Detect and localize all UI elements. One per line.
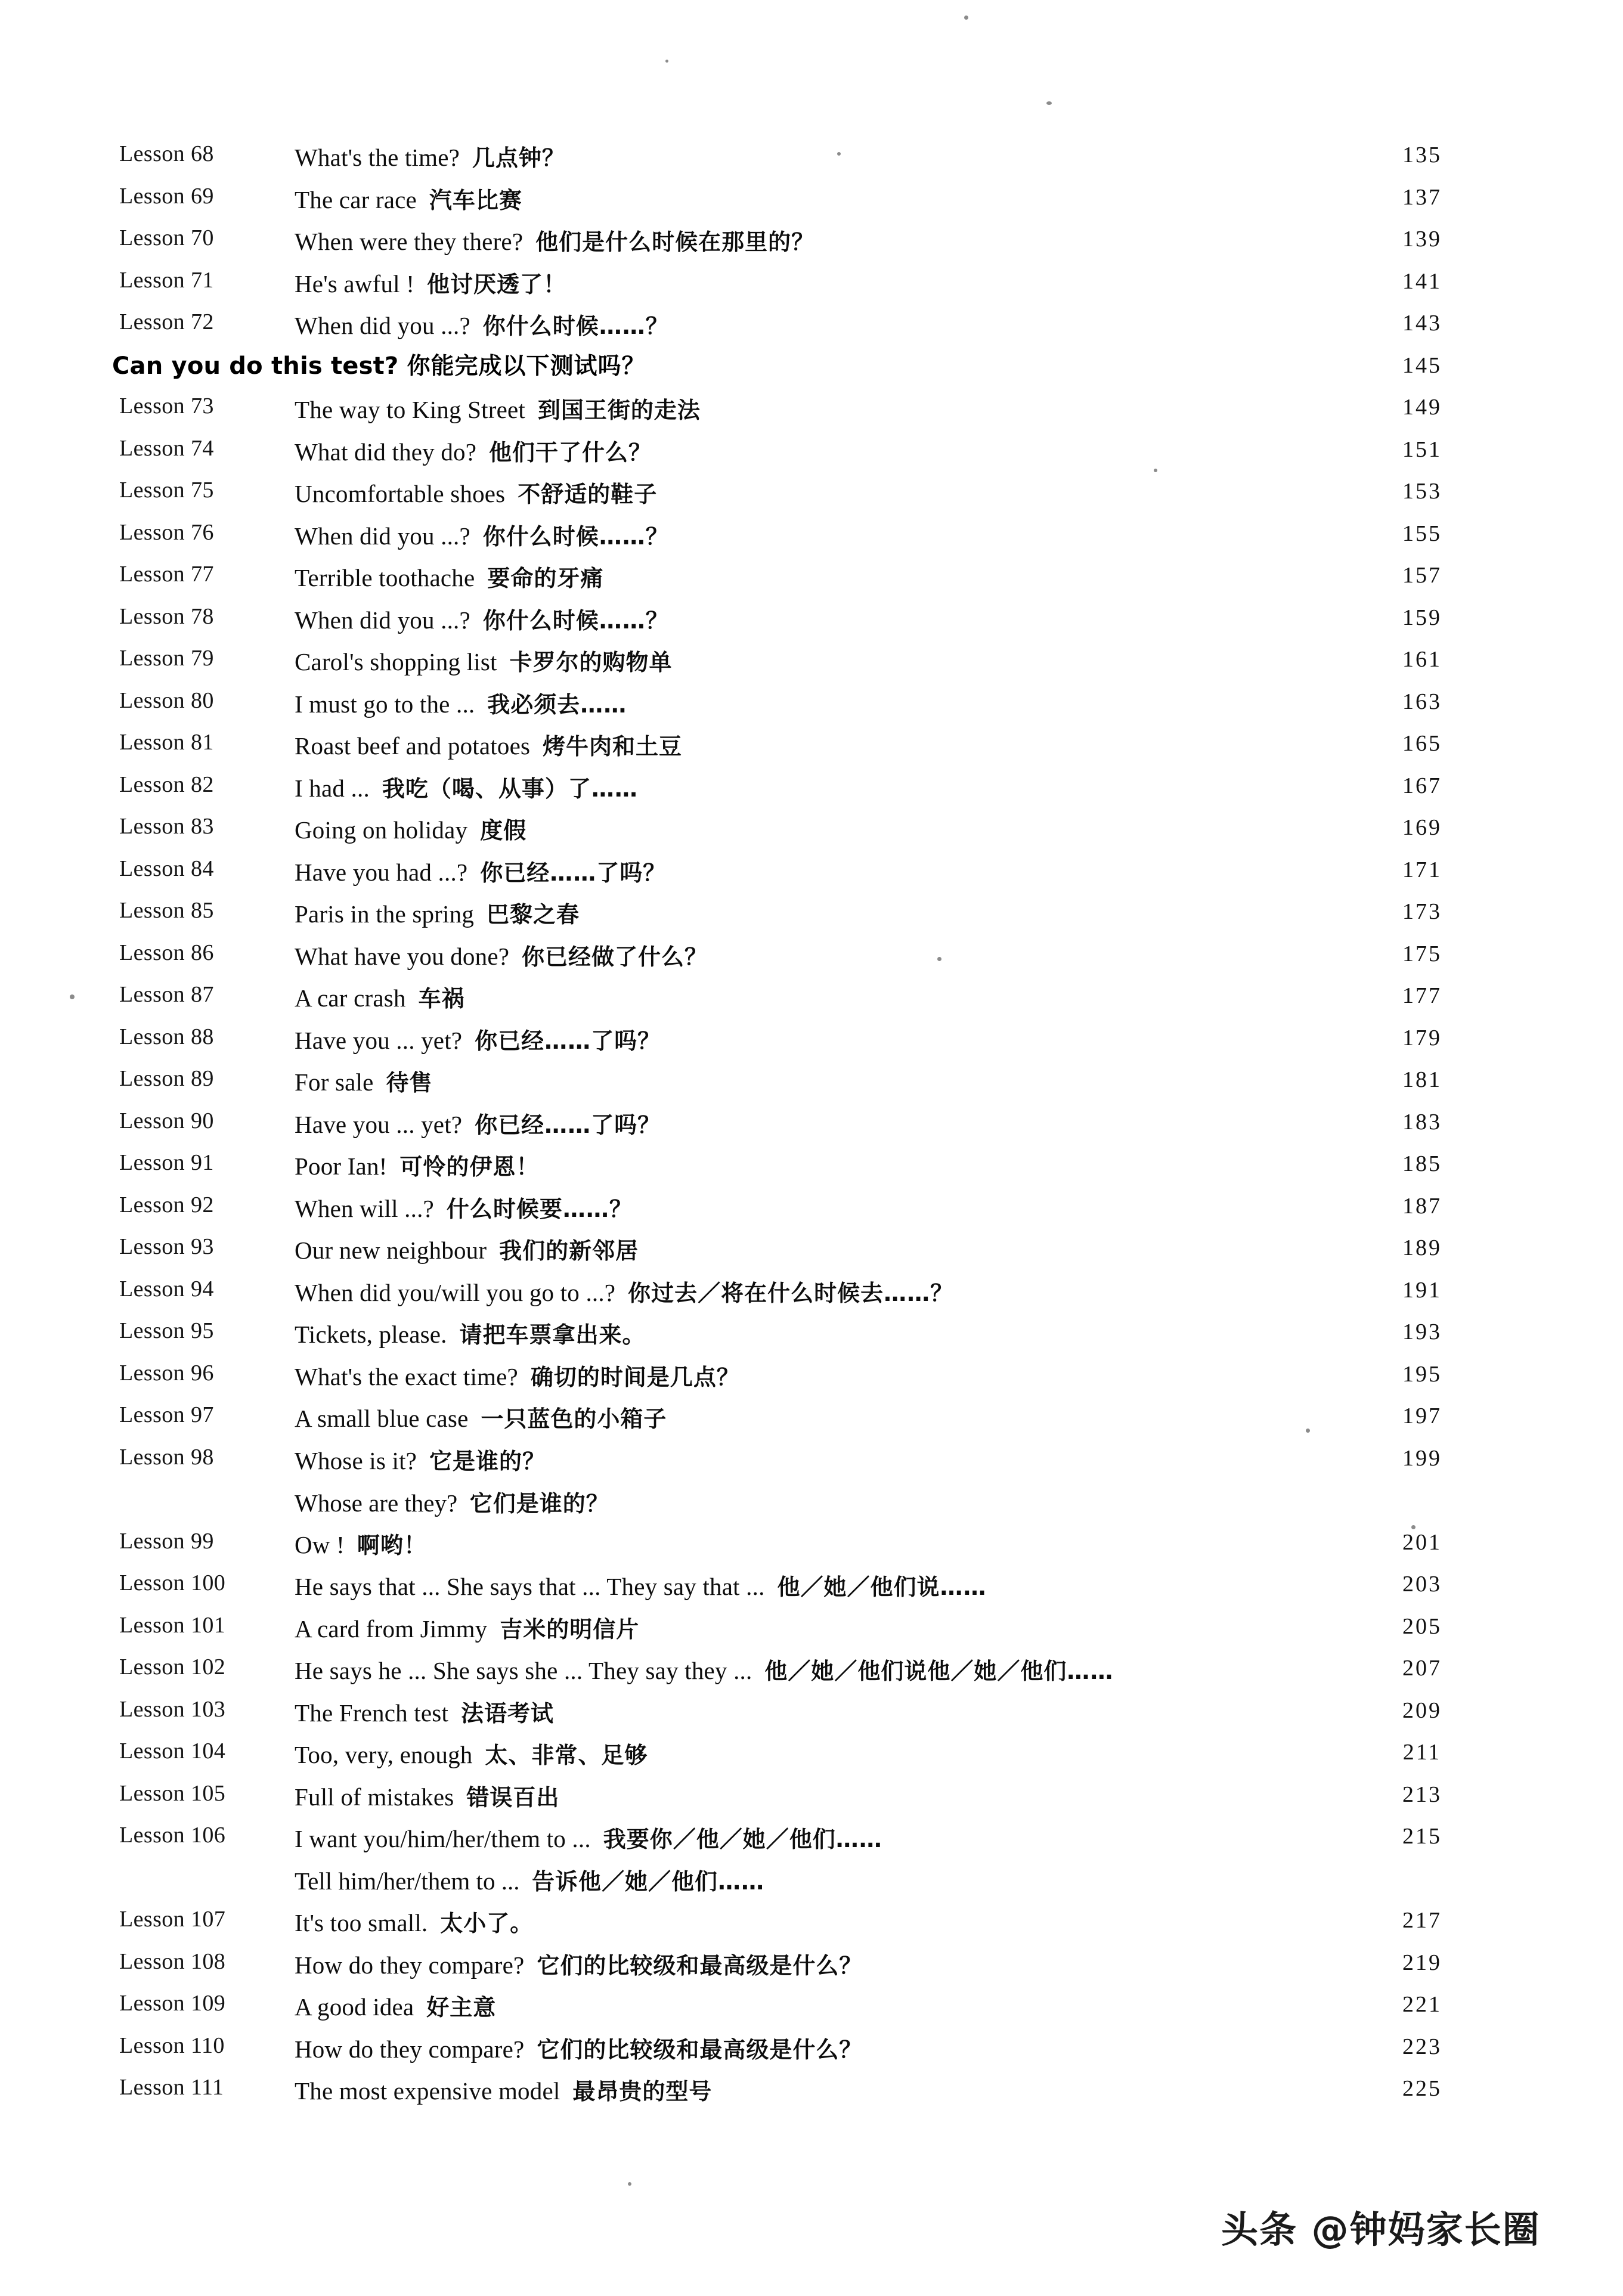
toc-row[interactable] — [0, 1189, 1623, 1232]
toc-row[interactable] — [0, 727, 1623, 769]
page-number: 153 — [1402, 479, 1442, 504]
toc-row[interactable] — [0, 2072, 1623, 2114]
lesson-title: The way to King Street 到国王街的走法 — [295, 396, 701, 423]
lesson-title: Full of mistakes 错误百出 — [295, 1783, 560, 1811]
lesson-title-continued: Tell him/her/them to ... 告诉他／她／他们…… — [295, 1867, 764, 1895]
page-number: 203 — [1402, 1572, 1442, 1597]
page-number: 161 — [1402, 647, 1442, 672]
lesson-number: Lesson 68 — [119, 141, 214, 166]
page-number: 159 — [1402, 605, 1442, 630]
lesson-number: Lesson 90 — [119, 1108, 214, 1133]
lesson-title: It's too small. 太小了。 — [295, 1909, 534, 1936]
page-number: 219 — [1402, 1950, 1442, 1975]
page-number: 141 — [1402, 268, 1442, 294]
lesson-title: Have you ... yet? 你已经……了吗？ — [295, 1026, 661, 1054]
lesson-title: Have you had ...? 你已经……了吗？ — [295, 858, 667, 886]
lesson-title: I want you/him/her/them to ... 我要你／他／她／他们…… — [295, 1825, 882, 1852]
lesson-number: Lesson 95 — [119, 1318, 214, 1343]
lesson-number: Lesson 102 — [119, 1654, 226, 1680]
lesson-title: The car race 汽车比赛 — [295, 185, 522, 213]
toc-row[interactable] — [0, 1651, 1623, 1694]
toc-row[interactable] — [0, 433, 1623, 475]
toc-section-row[interactable] — [0, 349, 1623, 391]
lesson-title: When did you ...? 你什么时候……？ — [295, 606, 669, 634]
lesson-title: When will ...? 什么时候要……？ — [295, 1194, 633, 1222]
lesson-number: Lesson 79 — [119, 646, 214, 671]
lesson-number: Lesson 98 — [119, 1444, 214, 1470]
lesson-number: Lesson 91 — [119, 1150, 214, 1175]
toc-row[interactable] — [0, 685, 1623, 727]
page-number: 201 — [1402, 1529, 1442, 1555]
lesson-title: What's the time? 几点钟？ — [295, 144, 565, 171]
page-number: 209 — [1402, 1697, 1442, 1723]
page-number: 163 — [1402, 689, 1442, 714]
page-number: 217 — [1402, 1908, 1442, 1933]
lesson-number: Lesson 70 — [119, 225, 214, 250]
lesson-title: When did you ...? 你什么时候……？ — [295, 522, 669, 550]
toc-row[interactable] — [0, 517, 1623, 559]
lesson-title: For sale 待售 — [295, 1068, 433, 1096]
section-heading: Can you do this test? 你能完成以下测试吗？ — [112, 352, 646, 380]
page-number: 187 — [1402, 1193, 1442, 1219]
toc-list — [0, 138, 1623, 2114]
page-number: 181 — [1402, 1067, 1442, 1092]
toc-row[interactable] — [0, 1063, 1623, 1105]
toc-row[interactable] — [0, 475, 1623, 517]
toc-row[interactable] — [0, 1946, 1623, 1988]
lesson-title: A car crash 车祸 — [295, 984, 465, 1012]
lesson-title: Paris in the spring 巴黎之春 — [295, 900, 580, 928]
toc-row[interactable] — [0, 1567, 1623, 1610]
lesson-number: Lesson 97 — [119, 1402, 214, 1427]
toc-row[interactable] — [0, 643, 1623, 685]
lesson-number: Lesson 73 — [119, 393, 214, 419]
lesson-title: A small blue case 一只蓝色的小箱子 — [295, 1405, 667, 1432]
toc-row[interactable] — [0, 1399, 1623, 1442]
lesson-number: Lesson 82 — [119, 771, 214, 797]
toc-row[interactable] — [0, 1820, 1623, 1904]
lesson-number: Lesson 88 — [119, 1024, 214, 1049]
page-number: 183 — [1402, 1109, 1442, 1135]
lesson-title: A good idea 好主意 — [295, 1993, 497, 2021]
lesson-number: Lesson 109 — [119, 1991, 226, 2016]
lesson-title: He says he ... She says she ... They say they ... 他／她／他们说他／她／他们…… — [295, 1657, 1114, 1684]
lesson-title-continued: Whose are they? 它们是谁的？ — [295, 1489, 609, 1517]
lesson-number: Lesson 76 — [119, 519, 214, 545]
toc-row[interactable] — [0, 1904, 1623, 1946]
page-number: 211 — [1402, 1740, 1442, 1765]
lesson-title: The most expensive model 最昂贵的型号 — [295, 2077, 713, 2105]
toc-row[interactable] — [0, 222, 1623, 265]
lesson-title: Ow ! 啊哟！ — [295, 1530, 427, 1558]
page-number: 205 — [1402, 1613, 1442, 1639]
lesson-number: Lesson 89 — [119, 1066, 214, 1091]
lesson-title: Too, very, enough 太、非常、足够 — [295, 1741, 648, 1768]
toc-row[interactable] — [0, 937, 1623, 980]
toc-row[interactable] — [0, 306, 1623, 349]
page-number: 195 — [1402, 1361, 1442, 1387]
lesson-title: Roast beef and potatoes 烤牛肉和土豆 — [295, 732, 683, 760]
page-number: 213 — [1402, 1781, 1442, 1807]
lesson-number: Lesson 104 — [119, 1739, 226, 1764]
lesson-number: Lesson 83 — [119, 814, 214, 839]
page-number: 155 — [1402, 520, 1442, 546]
toc-row[interactable] — [0, 1442, 1623, 1526]
page-number: 199 — [1402, 1445, 1442, 1471]
toc-row[interactable] — [0, 265, 1623, 307]
toc-row[interactable] — [0, 853, 1623, 896]
page-number: 221 — [1402, 1992, 1442, 2017]
page-number: 165 — [1402, 731, 1442, 756]
page-number: 185 — [1402, 1151, 1442, 1176]
lesson-number: Lesson 111 — [119, 2075, 224, 2100]
lesson-number: Lesson 101 — [119, 1612, 226, 1638]
lesson-number: Lesson 106 — [119, 1823, 226, 1848]
lesson-number: Lesson 80 — [119, 687, 214, 713]
lesson-number: Lesson 81 — [119, 730, 214, 755]
toc-row[interactable] — [0, 1694, 1623, 1736]
lesson-number: Lesson 71 — [119, 267, 214, 293]
toc-row[interactable] — [0, 2030, 1623, 2072]
page-number: 151 — [1402, 436, 1442, 462]
lesson-title: When did you/will you go to ...? 你过去／将在什么时候去……？ — [295, 1278, 954, 1306]
lesson-number: Lesson 77 — [119, 562, 214, 587]
toc-row[interactable] — [0, 1526, 1623, 1568]
lesson-title: I must go to the ... 我必须去…… — [295, 690, 627, 718]
toc-row[interactable] — [0, 1231, 1623, 1274]
toc-row[interactable] — [0, 1988, 1623, 2030]
toc-row[interactable] — [0, 391, 1623, 433]
toc-row[interactable] — [0, 1315, 1623, 1358]
lesson-title: Uncomfortable shoes 不舒适的鞋子 — [295, 480, 658, 507]
toc-row[interactable] — [0, 1147, 1623, 1189]
lesson-title: Terrible toothache 要命的牙痛 — [295, 564, 604, 591]
toc-row[interactable] — [0, 138, 1623, 181]
lesson-number: Lesson 75 — [119, 478, 214, 503]
page-number: 191 — [1402, 1277, 1442, 1303]
page-number: 171 — [1402, 857, 1442, 882]
lesson-number: Lesson 99 — [119, 1528, 214, 1554]
lesson-number: Lesson 108 — [119, 1948, 226, 1974]
scan-speck — [628, 2182, 631, 2186]
lesson-number: Lesson 87 — [119, 982, 214, 1007]
toc-row[interactable] — [0, 895, 1623, 937]
lesson-number: Lesson 85 — [119, 898, 214, 923]
watermark: 头条 @钟妈家长圈 — [1221, 2208, 1541, 2251]
lesson-title: Have you ... yet? 你已经……了吗？ — [295, 1110, 661, 1138]
page-number: 139 — [1402, 227, 1442, 252]
lesson-number: Lesson 69 — [119, 183, 214, 209]
page-number: 197 — [1402, 1403, 1442, 1429]
page-number: 149 — [1402, 395, 1442, 420]
lesson-title: What have you done? 你已经做了什么？ — [295, 942, 708, 970]
lesson-title: The French test 法语考试 — [295, 1699, 554, 1727]
lesson-number: Lesson 105 — [119, 1780, 226, 1806]
page-number: 225 — [1402, 2076, 1442, 2101]
lesson-title: A card from Jimmy 吉米的明信片 — [295, 1615, 640, 1643]
lesson-title: How do they compare? 它们的比较级和最高级是什么？ — [295, 1951, 863, 1979]
lesson-number: Lesson 84 — [119, 856, 214, 881]
toc-row[interactable] — [0, 559, 1623, 601]
scan-speck — [1046, 101, 1052, 105]
lesson-number: Lesson 86 — [119, 940, 214, 965]
lesson-number: Lesson 78 — [119, 603, 214, 629]
toc-row[interactable] — [0, 1274, 1623, 1316]
toc-row[interactable] — [0, 811, 1623, 853]
page-number: 137 — [1402, 184, 1442, 210]
page-number: 175 — [1402, 941, 1442, 966]
page-number: 207 — [1402, 1656, 1442, 1681]
lesson-title: What did they do? 他们干了什么？ — [295, 438, 652, 466]
toc-row[interactable] — [0, 1358, 1623, 1400]
lesson-title: He's awful ! 他讨厌透了！ — [295, 269, 566, 298]
lesson-title: When did you ...? 你什么时候……？ — [295, 312, 669, 339]
page-number: 177 — [1402, 983, 1442, 1008]
lesson-title: Tickets, please. 请把车票拿出来。 — [295, 1321, 646, 1348]
lesson-number: Lesson 93 — [119, 1234, 214, 1259]
lesson-number: Lesson 103 — [119, 1696, 226, 1722]
toc-row[interactable] — [0, 1105, 1623, 1148]
toc-row[interactable] — [0, 1736, 1623, 1778]
lesson-title: Carol's shopping list 卡罗尔的购物单 — [295, 648, 673, 676]
page-number: 173 — [1402, 899, 1442, 924]
lesson-title: Poor Ian! 可怜的伊恩！ — [295, 1152, 540, 1180]
toc-row[interactable] — [0, 1778, 1623, 1820]
page-number: 189 — [1402, 1235, 1442, 1260]
page-number: 135 — [1402, 142, 1442, 168]
lesson-number: Lesson 110 — [119, 2032, 225, 2058]
lesson-title: I had ... 我吃（喝、从事）了…… — [295, 774, 638, 802]
lesson-title: Going on holiday 度假 — [295, 816, 527, 844]
lesson-number: Lesson 72 — [119, 309, 214, 334]
lesson-title: Whose is it? 它是谁的？ — [295, 1446, 546, 1474]
lesson-title: Our new neighbour 我们的新邻居 — [295, 1237, 639, 1264]
page-number: 157 — [1402, 563, 1442, 588]
toc-row[interactable] — [0, 769, 1623, 811]
toc-row[interactable] — [0, 979, 1623, 1021]
page-number: 223 — [1402, 2034, 1442, 2059]
lesson-number: Lesson 100 — [119, 1570, 226, 1595]
lesson-number: Lesson 107 — [119, 1907, 226, 1932]
lesson-number: Lesson 74 — [119, 435, 214, 461]
page-number: 167 — [1402, 773, 1442, 798]
page-number: 215 — [1402, 1824, 1442, 1849]
page-number: 145 — [1402, 352, 1442, 378]
lesson-number: Lesson 92 — [119, 1192, 214, 1217]
page-number: 169 — [1402, 815, 1442, 840]
lesson-title: When were they there? 他们是什么时候在那里的？ — [295, 228, 815, 255]
lesson-title: He says that ... She says that ... They say that ... 他／她／他们说…… — [295, 1573, 987, 1600]
lesson-number: Lesson 96 — [119, 1360, 214, 1386]
lesson-number: Lesson 94 — [119, 1276, 214, 1302]
toc-row[interactable] — [0, 181, 1623, 223]
lesson-title: What's the exact time? 确切的时间是几点？ — [295, 1362, 740, 1390]
page-number: 193 — [1402, 1319, 1442, 1344]
scan-speck — [964, 16, 968, 20]
page-number: 143 — [1402, 311, 1442, 336]
lesson-title: How do they compare? 它们的比较级和最高级是什么？ — [295, 2035, 863, 2063]
toc-row[interactable] — [0, 601, 1623, 643]
toc-row[interactable] — [0, 1021, 1623, 1064]
toc-row[interactable] — [0, 1610, 1623, 1652]
scan-speck — [665, 60, 668, 63]
page-number: 179 — [1402, 1025, 1442, 1051]
